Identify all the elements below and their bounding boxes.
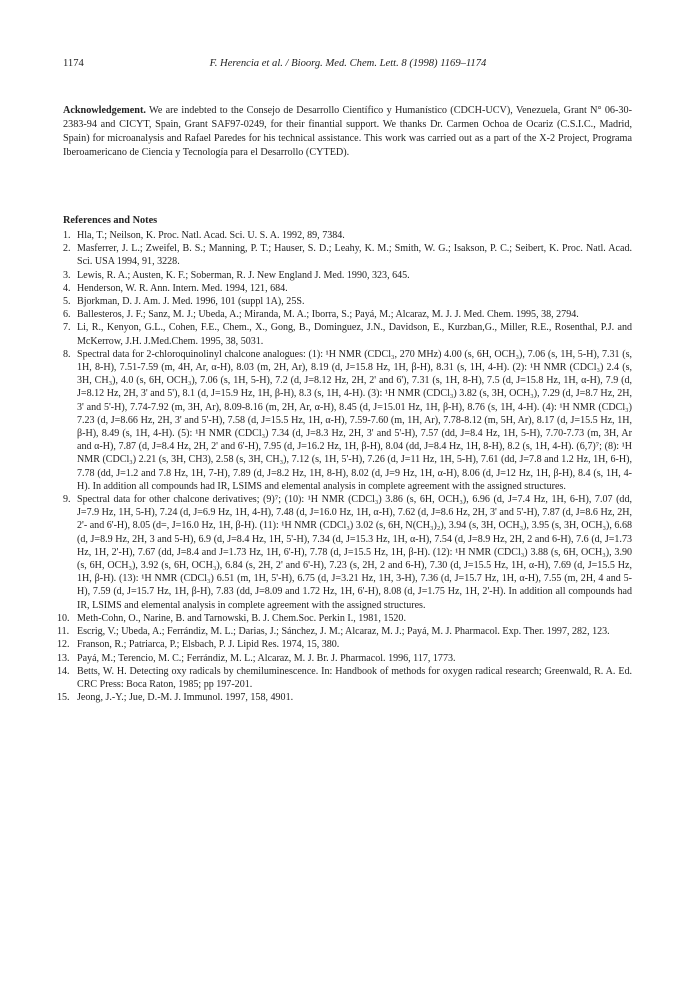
reference-item <box>63 348 632 493</box>
reference-number: 2. <box>63 243 71 255</box>
acknowledgement-text: We are indebted to the Consejo de Desarrollo Científico y Humanístico (CDCH-UCV), Venezuela, Grant N° 06-30-2383-94 and CICYT, Spain, Grant SAF97-0249, for their finantial support. We thanks Dr. Carmen Ochoa de Ocariz (C.S.I.C., Madrid, Spain) for microanalysis and Rafael Paredes for his technical assistance. This work was carried out as a part of the X-2 Project, Programa Iberoamericano de Ciencia y Tecnología para el Desarrollo (CYTED). <box>63 105 632 159</box>
reference-item <box>57 691 632 704</box>
page-number: 1174 <box>63 58 84 69</box>
reference-number: 8. <box>63 348 71 360</box>
reference-number: 5. <box>63 296 71 308</box>
reference-number: 14. <box>57 665 70 677</box>
reference-item <box>63 229 632 242</box>
page-header <box>63 58 633 72</box>
reference-number: 11. <box>57 626 70 638</box>
reference-item <box>63 295 632 308</box>
reference-item <box>63 282 632 295</box>
reference-item <box>57 612 632 625</box>
acknowledgement <box>63 104 632 160</box>
running-head: F. Herencia et al. / Bioorg. Med. Chem. Lett. 8 (1998) 1169–1174 <box>209 58 487 69</box>
reference-text: Escrig, V.; Ubeda, A.; Ferrándiz, M. L.; Darias, J.; Sánchez, J. M.; Alcaraz, M. J.; Payá, M. J. Pharmacol. Exp. Ther. 1997, 282, 123. <box>77 626 610 638</box>
reference-item <box>57 652 632 665</box>
reference-text: Meth-Cohn, O., Narine, B. and Tarnowski, B. J. Chem.Soc. Perkin I., 1981, 1520. <box>77 612 406 624</box>
reference-number: 9. <box>63 494 71 506</box>
reference-text: Jeong, J.-Y.; Jue, D.-M. J. Immunol. 1997, 158, 4901. <box>77 692 294 704</box>
reference-text: Hla, T.; Neilson, K. Proc. Natl. Acad. Sci. U. S. A. 1992, 89, 7384. <box>77 230 345 241</box>
reference-text: Payá, M.; Terencio, M. C.; Ferrándiz, M. L.; Alcaraz, M. J. Br. J. Pharmacol. 1996, 117, 1773. <box>77 652 456 664</box>
reference-number: 7. <box>63 322 71 334</box>
reference-number: 1. <box>63 230 71 241</box>
reference-text: Li, R., Kenyon, G.L., Cohen, F.E., Chem., X., Gong, B., Dominguez, J.N., Davidson, E., Kurzban,G., Miller, R.E., Rosenthal, P.J. and McKerrow, J.H. J.Med.Chem. 1995, 38, 5031. <box>77 322 632 347</box>
reference-number: 12. <box>57 639 70 651</box>
reference-number: 6. <box>63 309 71 321</box>
reference-text: Henderson, W. R. Ann. Intern. Med. 1994, 121, 684. <box>77 282 288 294</box>
reference-item <box>57 665 632 691</box>
reference-text: Franson, R.; Patriarca, P.; Elsbach, P. J. Lipid Res. 1974, 15, 380. <box>77 639 340 651</box>
reference-number: 3. <box>63 269 71 281</box>
acknowledgement-title: Acknowledgement. <box>63 105 146 116</box>
reference-item <box>63 269 632 282</box>
references-title: References and Notes <box>63 215 158 226</box>
reference-text: Ballesteros, J. F.; Sanz, M. J.; Ubeda, A.; Miranda, M. A.; Iborra, S.; Payá, M.; Alcaraz, M. J. J. Med. Chem. 1995, 38, 2794. <box>77 309 579 321</box>
reference-item <box>63 493 632 612</box>
reference-number: 10. <box>57 612 70 624</box>
reference-item <box>57 638 632 651</box>
reference-number: 15. <box>57 692 70 704</box>
reference-text: Lewis, R. A.; Austen, K. F.; Soberman, R. J. New England J. Med. 1990, 323, 645. <box>77 269 410 281</box>
reference-text: Spectral data for 2-chloroquinolinyl chalcone analogues: (1): ¹H NMR (CDCl₃, 270 MHz) 4.00 (s, 6H, OCH₃), 7.06 (s, 1H, 5-H), 7.31 (s, 1H, 8-H), 7.51-7.59 (m, 4H, Ar, α-H), 8.03 (m, 2H, Ar), 8.19 (d, J=15.8 Hz, 1H, β-H), 8.31 (s, 1H, 4-H). (2): ¹H NMR (CDCl₃) 2.4 (s, 3H, CH₃), 4.0 (s, 6H, OCH₃), 7.06 (s, 1H, 5-H), 7.2 (d, J=8.12 Hz, 2H, 2' and 6'), 7.31 (s, 1H, 8-H), 7.5 (d, J=15.8 Hz, 1H, α-H), 7.9 (d, J=8.12 Hz, 2H, 3' and 5'), 8.1 (d, J=15.9 Hz, 1H, β-H), 8.3 (s, 1H, 4-H). (3): ¹H NMR (CDCl₃) 3.82 (s, 3H, OCH₃), 7.29 (d, J=8.7 Hz, 2H, 3' and 5'-H), 7.74-7.92 (m, 3H, Ar), 8.09-8.16 (m, 2H, Ar, α-H), 8.45 (d, J=15.01 Hz, 1H, β-H), 8.76 (s, 1H, 4-H). (4): ¹H NMR (CDCl₃) 7.23 (d, J=8.66 Hz, 2H, 3' and 5'-H), 7.58 (d, J=15.5 Hz, 1H, α-H), 7.59-7.60 (m, 1H, Ar), 7.78-8.12 (m, 5H, Ar), 8.17 (d, J=15.5 Hz, 1H, β-H), 8.49 (s, 1H, 4-H). (5): ¹H NMR (CDCl₃) 7.34 (d, J=8.3 Hz, 2H, 3' and 5'-H), 7.57 (dd, J=8.4 Hz, 1H, 5-H), 7.70-7.73 (m, 3H, Ar and α-H), 7.87 (d, J=8.4 Hz, 2H, 2' and 6'-H), 7.95 (d, J=16.2 Hz, 1H, β-H), 8.04 (dd, J=8.4 Hz, 1H, 8-H), 8.2 (s, 1H, 4-H). (6,7)⁷; (8): ¹H NMR (CDCl₃) 2.21 (s, 3H, CH3), 2.58 (s, 3H, CH₃), 7.12 (s, 1H, 5'-H), 7.26 (d, J=11 Hz, 1H, 5-H), 7.61 (dd, J=7.8 and 1.2 Hz, 1H, 6-H), 7.78 (dd, J=1.2 and 7.8 Hz, 1H, 7-H), 7.89 (d, J=8.2 Hz, 1H, 8-H), 8.02 (d, J=9 Hz, 1H, α-H), 8.06 (d, J=12 Hz, 1H, β-H), 8.4 (s, 1H, 4-H). In addition all compounds had IR, LSIMS and elemental analysis in complete agreement with the assigned structures. <box>77 348 632 492</box>
reference-list <box>57 229 632 704</box>
reference-number: 4. <box>63 282 71 294</box>
reference-item <box>63 242 632 268</box>
reference-item <box>63 321 632 347</box>
reference-text: Masferrer, J. L.; Zweifel, B. S.; Manning, P. T.; Hauser, S. D.; Leahy, K. M.; Smith, W. G.; Isakson, P. C.; Seibert, K. Proc. Natl. Acad. Sci. USA 1994, 91, 3228. <box>77 243 632 268</box>
reference-text: Bjorkman, D. J. Am. J. Med. 1996, 101 (suppl 1A), 25S. <box>77 296 305 308</box>
reference-item <box>57 625 632 638</box>
reference-number: 13. <box>57 652 70 664</box>
reference-text: Betts, W. H. Detecting oxy radicals by chemiluminescence. In: Handbook of methods for oxygen radical research; Greenwald, R. A. Ed. CRC Press: Boca Raton, 1985; pp 197-201. <box>77 665 632 690</box>
reference-item <box>63 308 632 321</box>
reference-text: Spectral data for other chalcone derivatives; (9)⁷; (10): ¹H NMR (CDCl₃) 3.86 (s, 6H, OCH₃), 6.96 (d, J=7.4 Hz, 1H, 6-H), 7.07 (dd, J=7.9 Hz, 1H, 5-H), 7.24 (d, J=6.9 Hz, 1H, 4-H), 7.48 (d, J=16.0 Hz, 1H, α-H), 7.62 (d, J=8.6 Hz, 2H, 3' and 5'-H), 7.87 (d, J=8.6 Hz, 2H, 2'- and 6'-H), 8.05 (d=, J=16.0 Hz, 1H, β-H). (11): ¹H NMR (CDCl₃) 3.02 (s, 6H, N(CH₃)₂), 3.94 (s, 3H, OCH₃), 3.95 (s, 3H, OCH₃), 6.68 (d, J=8.9 Hz, 2H, 3 and 5-H), 6.9 (d, J=8.4 Hz, 1H, 5'-H), 7.34 (d, J=15.3 Hz, 1H, α-H), 7.54 (d, J=8.9 Hz, 2H, 2 and 6-H), 7.6 (d, J=1.73 Hz, 1H, 2'-H), 7.67 (dd, J=8.4 and J=1.73 Hz, 1H, 6'-H), 7.78 (d, J=15.5 Hz, 1H, β-H). (12): ¹H NMR (CDCl₃) 3.88 (s, 6H, OCH₃), 3.90 (s, 6H, OCH₃), 3.92 (s, 6H, OCH₃), 6.84 (s, 2H, 2' and 6'-H), 7.23 (s, 2H, 2 and 6-H), 7.30 (d, J=15.5 Hz, 1H, α-H), 7.69 (d, J=15.5 Hz, 1H, β-H). (13): ¹H NMR (CDCl₃) 6.51 (m, 1H, 5'-H), 6.75 (d, J=3.21 Hz, 1H, 3-H), 7.36 (d, J=15.7 Hz, 1H, α-H), 7.55 (m, 2H, 4 and 5-H), 7.59 (d, J=15.7 Hz, 1H, β-H), 7.83 (dd, J=8.09 and 1.72 Hz, 1H, 6'-H), 8.08 (d, J=1.75 Hz, 1H, 2'-H). In addition all compounds had IR, LSIMS and elemental analysis in complete agreement with the assigned structures. <box>77 494 632 611</box>
